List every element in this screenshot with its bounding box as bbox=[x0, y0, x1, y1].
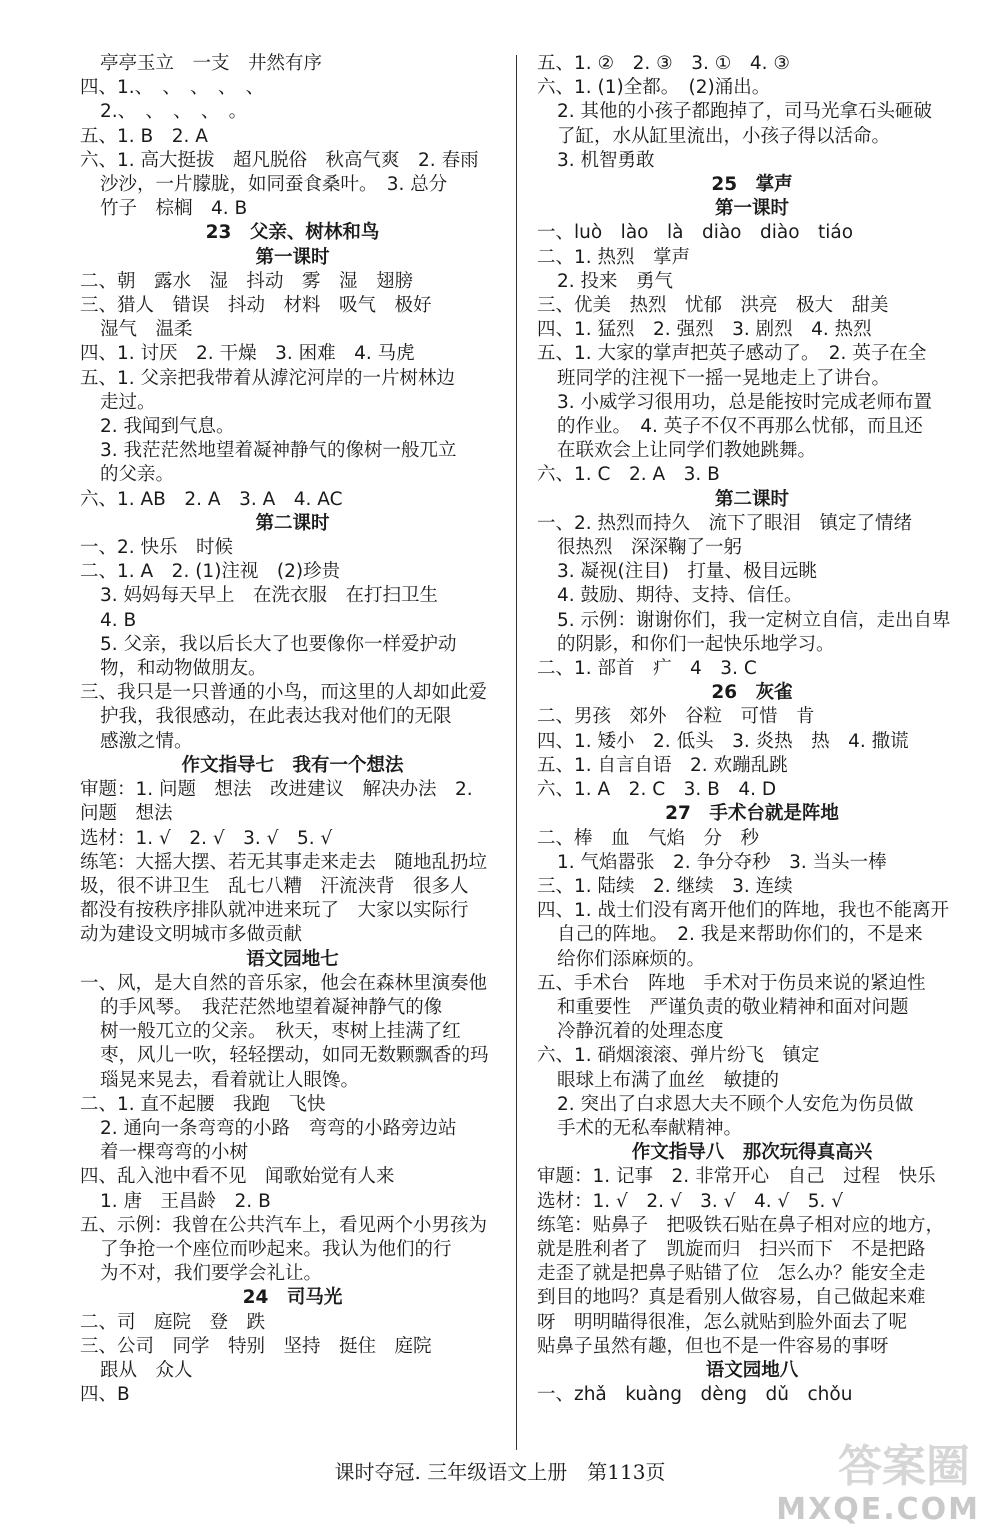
answer-line: 给你们添麻烦的。 bbox=[557, 948, 706, 970]
answer-line: 枣，风儿一吹，轻轻摆动，如同无数颗飘香的玛 bbox=[100, 1045, 489, 1067]
answer-line: 的父亲。 bbox=[100, 464, 175, 486]
answer-line: 五、手术台 阵地 手术对于伤员来说的紧迫性 bbox=[537, 972, 926, 994]
answer-line: 四、B bbox=[80, 1384, 130, 1406]
answer-line: 圾，很不讲卫生 乱七八糟 汗流浃背 很多人 bbox=[80, 875, 469, 897]
answer-line: 三、我只是一只普通的小鸟，而这里的人却如此爱 bbox=[80, 682, 488, 704]
answer-line: 3. 我茫茫然地望着凝神静气的像树一般兀立 bbox=[100, 440, 457, 462]
answer-line: 1. 气焰嚣张 2. 争分夺秒 3. 当头一棒 bbox=[557, 851, 887, 873]
answer-line: 走过。 bbox=[100, 391, 156, 413]
answer-line: 二、1. A 2. (1)注视 (2)珍贵 bbox=[80, 561, 341, 583]
answer-line: 练笔：大摇大摆、若无其事走来走去 随地乱扔垃 bbox=[80, 851, 488, 873]
answer-line: 五、示例：我曾在公共汽车上，看见两个小男孩为 bbox=[80, 1214, 488, 1236]
answer-line: 三、猎人 错误 抖动 材料 吸气 极好 bbox=[80, 295, 432, 317]
section-heading: 语文园地八 bbox=[705, 1359, 799, 1381]
answer-line: 审题：1. 记事 2. 非常开心 自己 过程 快乐 bbox=[537, 1166, 936, 1188]
section-heading: 25 掌声 bbox=[711, 174, 793, 196]
answer-line: 六、1. AB 2. A 3. A 4. AC bbox=[80, 488, 343, 510]
column-divider bbox=[516, 55, 517, 1450]
answer-line: 动为建设文明城市多做贡献 bbox=[80, 924, 303, 946]
answer-line: 四、1. 讨厌 2. 干燥 3. 困难 4. 马虎 bbox=[80, 343, 415, 365]
answer-line: 一、2. 热烈而持久 流下了眼泪 镇定了情绪 bbox=[537, 512, 913, 534]
answer-line: 很热烈 深深鞠了一躬 bbox=[557, 537, 743, 559]
answer-line: 手术的无私奉献精神。 bbox=[557, 1117, 743, 1139]
answer-line: 问题 想法 bbox=[80, 803, 173, 825]
answer-line: 眼球上布满了血丝 敏捷的 bbox=[557, 1069, 780, 1091]
answer-line: 和重要性 严谨负责的敬业精神和面对问题 bbox=[557, 996, 909, 1018]
answer-line: 感激之情。 bbox=[100, 730, 193, 752]
answer-line: 班同学的注视下一摇一晃地走上了讲台。 bbox=[557, 367, 891, 389]
answer-line: 护我，我很感动，在此表达我对他们的无限 bbox=[100, 706, 452, 728]
answer-line: 二、棒 血 气焰 分 秒 bbox=[537, 827, 760, 849]
answer-line: 二、司 庭院 登 跌 bbox=[80, 1311, 266, 1333]
answer-line: 审题：1. 问题 想法 改进建议 解决办法 2. bbox=[80, 779, 473, 801]
answer-line: 二、1. 热烈 掌声 bbox=[537, 246, 691, 268]
answer-line: 竹子 棕榈 4. B bbox=[100, 198, 248, 220]
answer-line: 六、1. 硝烟滚滚、弹片纷飞 镇定 bbox=[537, 1045, 820, 1067]
section-heading: 23 父亲、树林和鸟 bbox=[205, 222, 380, 244]
section-heading: 第一课时 bbox=[714, 198, 789, 220]
answer-line: 二、朝 露水 湿 抖动 雾 湿 翅膀 bbox=[80, 270, 414, 292]
answer-line: 着一棵弯弯的小树 bbox=[100, 1142, 249, 1164]
answer-line: 六、1. (1)全都。 (2)涌出。 bbox=[537, 77, 771, 99]
answer-line: 四、1. 猛烈 2. 强烈 3. 剧烈 4. 热烈 bbox=[537, 319, 872, 341]
section-heading: 24 司马光 bbox=[242, 1287, 343, 1309]
answer-line: 二、1. 直不起腰 我跑 飞快 bbox=[80, 1093, 326, 1115]
section-heading: 作文指导七 我有一个想法 bbox=[181, 754, 404, 776]
answer-line: 五、1. 父亲把我带着从滹沱河岸的一片树林边 bbox=[80, 367, 456, 389]
right-column bbox=[537, 52, 967, 1407]
answer-line: 四、乱入池中看不见 闻歌始觉有人来 bbox=[80, 1166, 395, 1188]
answer-line: 四、1. 战士们没有离开他们的阵地，我也不能离开 bbox=[537, 900, 950, 922]
section-heading: 27 手术台就是阵地 bbox=[665, 803, 839, 825]
answer-line: 为不对，我们要学会礼让。 bbox=[100, 1263, 323, 1285]
answer-line: 二、男孩 郊外 谷粒 可惜 肯 bbox=[537, 706, 815, 728]
answer-line: 2. 投来 勇气 bbox=[557, 270, 674, 292]
answer-line: 五、1. 自言自语 2. 欢蹦乱跳 bbox=[537, 754, 788, 776]
answer-line: 5. 示例：谢谢你们，我一定树立自信，走出自卑 bbox=[557, 609, 951, 631]
answer-line: 瑙晃来晃去，看着就让人眼馋。 bbox=[100, 1069, 360, 1091]
answer-line: 都没有按秩序排队就冲进来玩了 大家以实际行 bbox=[80, 900, 469, 922]
answer-line: 4. B bbox=[100, 609, 137, 631]
answer-line: 2. 通向一条弯弯的小路 弯弯的小路旁边站 bbox=[100, 1117, 457, 1139]
answer-line: 在联欢会上让同学们教她跳舞。 bbox=[557, 440, 817, 462]
section-heading: 第一课时 bbox=[255, 246, 330, 268]
answer-line: 2.、 、 、 、 。 bbox=[100, 101, 248, 123]
answer-line: 的作业。 4. 英子不仅不再那么忧郁，而且还 bbox=[557, 416, 923, 438]
answer-line: 亭亭玉立 一支 井然有序 bbox=[100, 53, 323, 74]
answer-line: 3. 妈妈每天早上 在洗衣服 在打扫卫生 bbox=[100, 585, 439, 607]
answer-line: 贴鼻子虽然有趣，但也不是一件容易的事呀 bbox=[537, 1335, 889, 1357]
answer-line: 物，和动物做朋友。 bbox=[100, 658, 267, 680]
answer-line: 的手风琴。 我茫茫然地望着凝神静气的像 bbox=[100, 996, 443, 1018]
answer-line: 三、公司 同学 特别 坚持 挺住 庭院 bbox=[80, 1335, 432, 1357]
answer-line: 2. 其他的小孩子都跑掉了，司马光拿石头砸破 bbox=[557, 101, 933, 123]
answer-line: 三、1. 陆续 2. 继续 3. 连续 bbox=[537, 875, 793, 897]
answer-line: 到目的地吗？真是看别人做容易，自己做起来难 bbox=[537, 1287, 926, 1309]
section-heading: 第二课时 bbox=[255, 512, 330, 534]
answer-line: 就是胜利者了 凯旋而归 扫兴而下 不是把路 bbox=[537, 1238, 926, 1260]
answer-line: 四、1. 矮小 2. 低头 3. 炎热 热 4. 撒谎 bbox=[537, 730, 909, 752]
answer-line: 走歪了就是把鼻子贴错了位 怎么办？能安全走 bbox=[537, 1263, 926, 1285]
answer-line: 五、1. ② 2. ③ 3. ① 4. ③ bbox=[537, 53, 790, 74]
answer-line: 一、风，是大自然的音乐家，他会在森林里演奏他 bbox=[80, 972, 488, 994]
answer-line: 3. 小威学习很用功，总是能按时完成老师布置 bbox=[557, 391, 933, 413]
answer-line: 六、1. 高大挺拔 超凡脱俗 秋高气爽 2. 春雨 bbox=[80, 149, 479, 171]
answer-line: 自己的阵地。 2. 我是来帮助你们的，不是来 bbox=[557, 924, 923, 946]
answer-line: 练笔：贴鼻子 把吸铁石贴在鼻子相对应的地方， bbox=[537, 1214, 945, 1236]
left-column bbox=[80, 52, 505, 1407]
section-heading: 作文指导八 那次玩得真高兴 bbox=[631, 1142, 873, 1164]
watermark-logo: 答案圈 bbox=[838, 1441, 970, 1492]
watermark-text: MXQE.COM bbox=[776, 1492, 980, 1527]
section-heading: 语文园地七 bbox=[246, 948, 339, 970]
page-footer: 课时夺冠. 三年级语文上册 第113页 bbox=[334, 1460, 666, 1484]
answer-line: 冷静沉着的处理态度 bbox=[557, 1021, 724, 1043]
answer-line: 选材：1. √ 2. √ 3. √ 5. √ bbox=[80, 827, 333, 849]
answer-line: 3. 凝视(注目) 打量、极目远眺 bbox=[557, 561, 817, 583]
answer-line: 选材：1. √ 2. √ 3. √ 4. √ 5. √ bbox=[537, 1190, 844, 1212]
answer-line: 的阴影，和你们一起快乐地学习。 bbox=[557, 633, 835, 655]
answer-line: 1. 唐 王昌龄 2. B bbox=[100, 1190, 271, 1212]
answer-line: 沙沙，一片朦胧，如同蚕食桑叶。 3. 总分 bbox=[100, 174, 448, 196]
answer-line: 2. 我闻到气息。 bbox=[100, 416, 235, 438]
section-heading: 第二课时 bbox=[714, 488, 789, 510]
answer-line: 5. 父亲，我以后长大了也要像你一样爱护动 bbox=[100, 633, 457, 655]
answer-line: 五、1. B 2. A bbox=[80, 125, 208, 147]
answer-line: 三、优美 热烈 忧郁 洪亮 极大 甜美 bbox=[537, 295, 889, 317]
answer-line: 4. 鼓励、期待、支持、信任。 bbox=[557, 585, 803, 607]
answer-line: 了争抢一个座位而吵起来。我认为他们的行 bbox=[100, 1238, 452, 1260]
answer-line: 3. 机智勇敢 bbox=[557, 149, 655, 171]
answer-line: 湿气 温柔 bbox=[100, 319, 193, 341]
answer-line: 五、1. 大家的掌声把英子感动了。 2. 英子在全 bbox=[537, 343, 927, 365]
answer-line: 呀 明明瞄得很准，怎么就贴到脸外面去了呢 bbox=[537, 1311, 908, 1333]
answer-line: 2. 突出了白求恩大夫不顾个人安危为伤员做 bbox=[557, 1093, 914, 1115]
answer-line: 树一般兀立的父亲。 秋天，枣树上挂满了红 bbox=[100, 1021, 461, 1043]
answer-line: 一、zhǎ kuàng dèng dǔ chǒu bbox=[537, 1384, 853, 1406]
answer-line: 了缸，水从缸里流出，小孩子得以活命。 bbox=[557, 125, 891, 147]
answer-line: 一、luò lào là diào diào tiáo bbox=[537, 222, 854, 244]
answer-line: 六、1. A 2. C 3. B 4. D bbox=[537, 779, 777, 801]
answer-line: 一、2. 快乐 时候 bbox=[80, 537, 234, 559]
answer-line: 二、1. 部首 疒 4 3. C bbox=[537, 658, 757, 680]
section-heading: 26 灰雀 bbox=[711, 682, 793, 704]
answer-line: 四、1.、 、 、 、 、 bbox=[80, 77, 265, 99]
answer-line: 跟从 众人 bbox=[100, 1359, 193, 1381]
answer-line: 六、1. C 2. A 3. B bbox=[537, 464, 720, 486]
